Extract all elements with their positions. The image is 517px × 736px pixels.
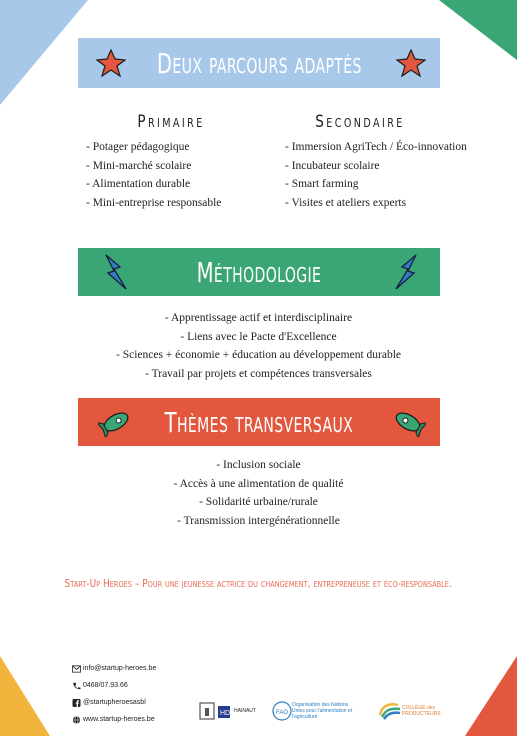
list-item: - Incubateur scolaire	[285, 159, 380, 172]
list-item: - Inclusion sociale	[216, 459, 301, 471]
section-title-themes: Thèmes transversaux	[164, 405, 354, 439]
contact-website[interactable]	[72, 711, 156, 728]
logo-hainaut	[198, 700, 256, 722]
envelope-icon	[72, 665, 81, 673]
college-logo-icon	[378, 701, 402, 721]
fao-logo-icon	[272, 701, 292, 721]
website-text: www.startup-heroes.be	[83, 716, 155, 723]
banner-themes	[78, 398, 440, 446]
list-item: - Apprentissage actif et interdisciplinaire	[164, 312, 353, 324]
fao-text: Organisation des Nations Unies pour l'alimentation et l'agriculture	[291, 702, 353, 720]
section-title-parcours: Deux parcours adaptés	[156, 46, 362, 80]
secondary-column	[285, 112, 495, 212]
corner-decoration-top-left	[0, 0, 88, 105]
corner-decoration-bottom-left	[0, 656, 50, 736]
list-item: - Solidarité urbaine/rurale	[199, 496, 318, 508]
list-item: - Accès à une alimentation de qualité	[173, 477, 344, 490]
list-item: - Potager pédagogique	[86, 141, 190, 153]
contact-phone[interactable]	[72, 677, 156, 694]
svg-text:HD: HD	[220, 710, 231, 717]
globe-icon	[72, 716, 81, 724]
partner-logos	[198, 700, 464, 722]
methodologie-list	[0, 309, 517, 383]
rocket-icon	[390, 407, 426, 437]
corner-decoration-top-right	[439, 0, 517, 60]
themes-list	[0, 456, 517, 530]
email-text: info@startup-heroes.be	[83, 665, 157, 672]
list-item: - Visites et ateliers experts	[285, 196, 407, 209]
rocket-icon	[98, 407, 134, 437]
lightning-icon	[392, 253, 420, 291]
contact-facebook[interactable]	[72, 694, 156, 711]
corner-decoration-bottom-right	[465, 656, 517, 736]
banner-methodologie	[78, 248, 440, 296]
phone-icon	[72, 682, 81, 690]
list-item: - Immersion AgriTech / Éco-innovation	[285, 141, 467, 153]
list-item: - Travail par projets et compétences transversales	[145, 367, 372, 380]
list-item: - Mini-marché scolaire	[86, 159, 192, 172]
tagline	[0, 577, 517, 590]
list-item: - Transmission intergénérationnelle	[177, 514, 340, 527]
svg-text:FAO: FAO	[275, 710, 288, 716]
list-item: - Mini-entreprise responsable	[86, 196, 222, 209]
primary-column	[86, 112, 256, 212]
hainaut-text: HAINAUT	[234, 708, 256, 714]
list-item: - Liens avec le Pacte d'Excellence	[180, 330, 337, 343]
section-title-methodologie: Méthodologie	[196, 255, 322, 289]
banner-deux-parcours	[78, 38, 440, 88]
phone-text: 0468/07.93.66	[83, 682, 128, 689]
lightning-icon	[102, 253, 130, 291]
logo-college-producteurs	[378, 701, 448, 721]
contact-block	[72, 660, 156, 728]
primary-heading: Primaire	[137, 112, 205, 132]
list-item: - Smart farming	[285, 178, 359, 190]
list-item: - Alimentation durable	[86, 178, 191, 190]
contact-email[interactable]	[72, 660, 156, 677]
hainaut-logo-icon	[198, 700, 234, 722]
facebook-icon	[72, 699, 81, 707]
list-item: - Sciences + économie + éducation au développement durable	[115, 349, 402, 361]
star-icon	[96, 49, 126, 77]
college-text: COLLÈGE des PRODUCTEURS	[401, 705, 441, 717]
secondary-heading: Secondaire	[315, 112, 405, 132]
tagline-text: Start-Up Heroes – Pour une jeunesse actrice du changement, entrepreneuse et éco-responsable.	[64, 577, 453, 590]
facebook-text: @startupheroesasbl	[83, 699, 146, 706]
logo-fao	[272, 701, 362, 721]
star-icon	[396, 49, 426, 77]
